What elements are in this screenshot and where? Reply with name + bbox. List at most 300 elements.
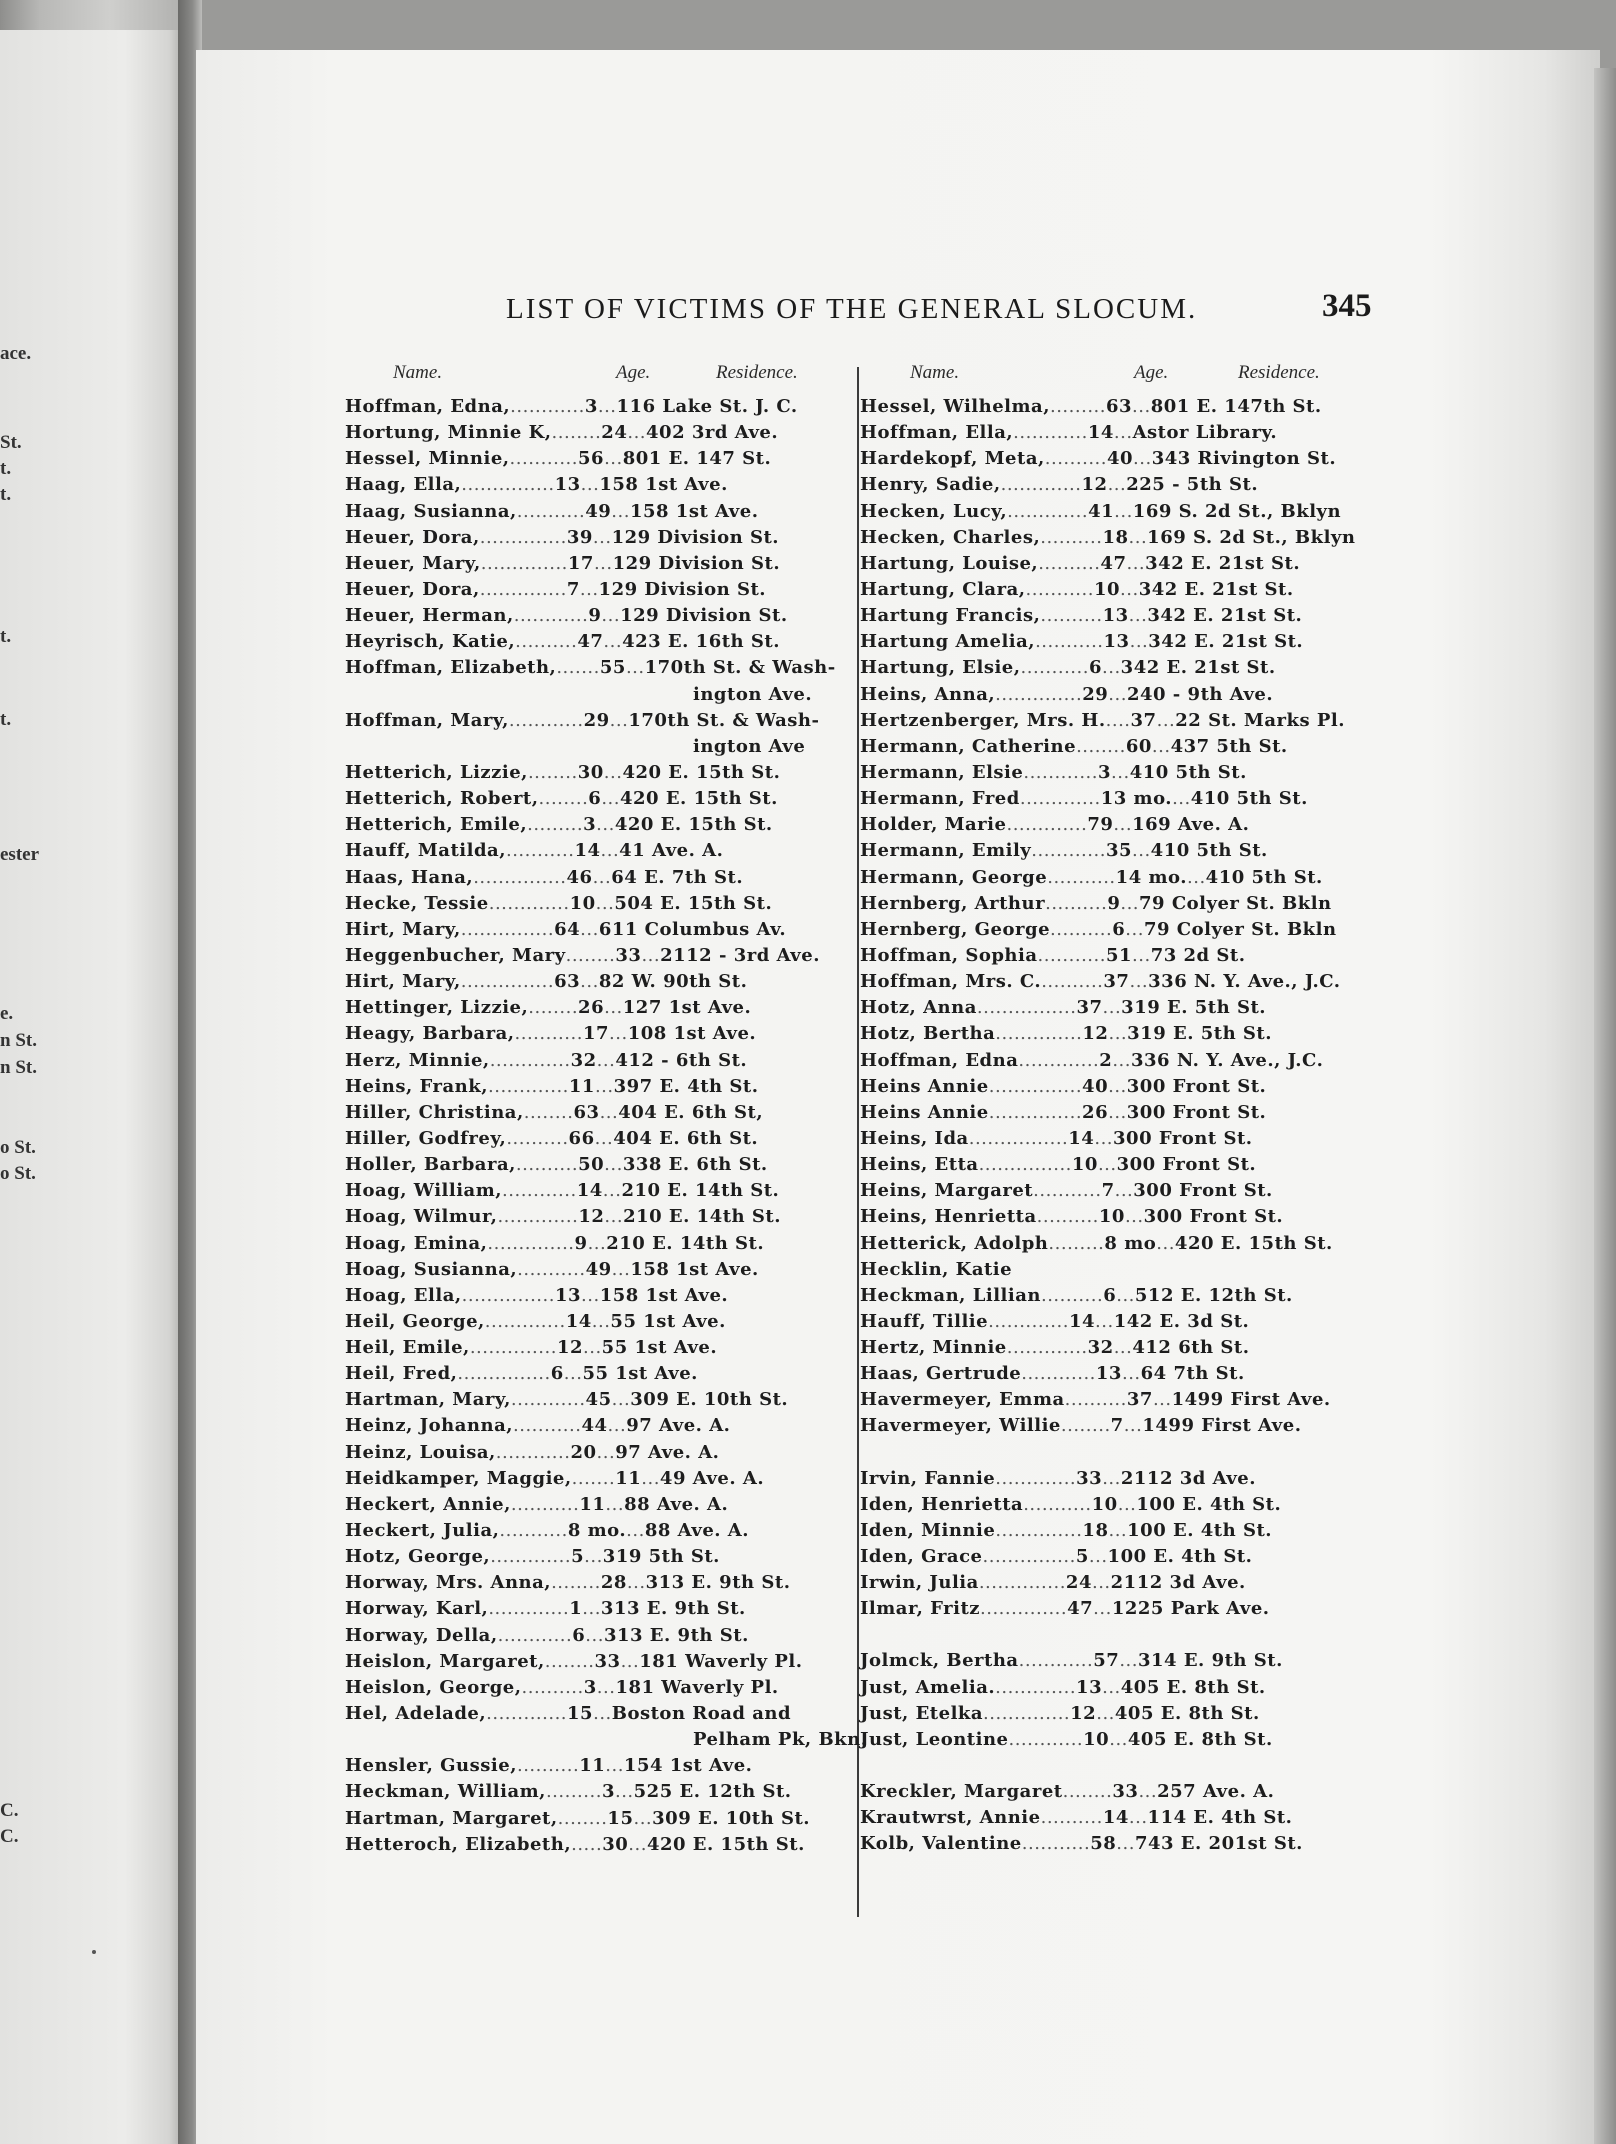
victim-name: Hermann, Emily	[860, 840, 1032, 862]
leader-dots: ...	[1125, 918, 1144, 940]
victim-name: Hermann, George	[860, 866, 1048, 888]
leader-dots: ...	[602, 1180, 622, 1202]
leader-dots: ...........	[513, 1415, 582, 1437]
leader-dots: ...	[584, 1546, 603, 1568]
victim-age: 33	[615, 944, 642, 966]
victim-name: Heil, Emile,	[345, 1337, 470, 1359]
victim-residence: 404 E. 6th St.	[613, 1127, 759, 1149]
right-victim-column	[860, 394, 1380, 1857]
victim-name: Hoffman, Sophia	[860, 944, 1038, 966]
victim-residence: 88 Ave. A.	[644, 1520, 750, 1542]
leader-dots: ...........	[1047, 866, 1116, 888]
victim-residence: 420 E. 15th St.	[622, 761, 781, 783]
victim-name: Hecken, Lucy,	[860, 500, 1008, 522]
victim-residence: 49 Ave. A.	[659, 1467, 765, 1489]
leader-dots: ........	[551, 1572, 601, 1594]
victim-residence: 309 E. 10th St.	[652, 1807, 811, 1829]
leader-dots: ...........	[1035, 631, 1104, 653]
victim-entry	[345, 1518, 865, 1544]
victim-residence: 801 E. 147 St.	[622, 448, 772, 470]
victim-name: Hartman, Mary,	[345, 1389, 511, 1411]
victim-age: 66	[568, 1127, 595, 1149]
leader-dots: ..............	[487, 1232, 575, 1254]
leader-dots: ...	[563, 1363, 583, 1385]
leader-dots: ...............	[978, 1154, 1072, 1176]
victim-age: 24	[601, 422, 628, 444]
victim-name: Hetterich, Lizzie,	[345, 761, 528, 783]
victim-residence: 504 E. 15th St.	[614, 892, 773, 914]
victim-entry	[345, 812, 865, 838]
leader-dots: ........	[544, 1650, 595, 1672]
victim-entry	[345, 1178, 865, 1204]
victim-residence: 225 - 5th St.	[1126, 474, 1259, 496]
victim-residence: 412 - 6th St.	[615, 1049, 748, 1071]
victim-residence: 257 Ave. A.	[1157, 1781, 1275, 1803]
victim-name: Irvin, Fannie	[860, 1467, 996, 1489]
victim-residence: 210 E. 14th St.	[606, 1232, 765, 1254]
leader-dots: ...	[1116, 1833, 1135, 1855]
victim-entry	[345, 1544, 865, 1570]
victim-age: 63	[554, 971, 581, 993]
leader-dots: .........	[1048, 1232, 1105, 1254]
leader-dots: ...........	[499, 1520, 568, 1542]
victim-entry	[860, 1100, 1380, 1126]
leader-dots: ...	[1097, 1154, 1117, 1176]
leader-dots: ...........	[517, 1258, 586, 1280]
leader-dots: ...	[1123, 1415, 1143, 1437]
leader-dots: .............	[995, 1676, 1077, 1698]
victim-entry	[860, 1831, 1380, 1857]
victim-residence: 410 5th St.	[1190, 788, 1308, 810]
leader-dots: ........	[527, 761, 578, 783]
victim-residence: 420 E. 15th St.	[646, 1833, 805, 1855]
leader-dots: .............	[1018, 1049, 1100, 1071]
leader-dots: ...	[607, 1415, 627, 1437]
victim-age: 3	[584, 396, 598, 417]
previous-page-fragment: n St.	[0, 1030, 37, 1051]
leader-dots: ............	[510, 1389, 586, 1411]
leader-dots: ...	[626, 1520, 645, 1542]
victim-residence: 1225 Park Ave.	[1111, 1598, 1270, 1620]
victim-name: Hessel, Wilhelma,	[860, 396, 1050, 417]
victim-name: Haag, Susianna,	[345, 500, 517, 522]
victim-entry	[860, 1648, 1380, 1674]
section-gap	[860, 1753, 1380, 1779]
victim-age: 12	[1081, 474, 1108, 496]
leader-dots: ........	[1060, 1415, 1111, 1437]
victim-name: Heinz, Louisa,	[345, 1441, 496, 1463]
victim-entry	[345, 655, 865, 681]
leader-dots: ...	[604, 448, 623, 470]
victim-residence: 300 Front St.	[1143, 1206, 1284, 1228]
residence-continuation: ington Ave	[693, 735, 806, 757]
page-number: 345	[1322, 288, 1372, 324]
victim-age: 14	[1087, 422, 1114, 444]
previous-page-fragment: o St.	[0, 1137, 36, 1158]
victim-entry	[345, 577, 865, 603]
leader-dots: ...	[604, 1154, 623, 1176]
page-title: LIST OF VICTIMS OF THE GENERAL SLOCUM.	[506, 293, 1198, 325]
victim-age: 45	[585, 1389, 612, 1411]
victim-entry	[860, 943, 1380, 969]
victim-name: Heislon, George,	[345, 1676, 522, 1698]
leader-dots: ...	[1111, 761, 1130, 783]
leader-dots: ........	[523, 1101, 574, 1123]
victim-name: Hertzenberger, Mrs. H.	[860, 709, 1106, 731]
victim-name: Hirt, Mary,	[345, 971, 461, 993]
leader-dots: ..........	[1036, 1206, 1099, 1228]
victim-name: Heins, Ida	[860, 1127, 969, 1149]
page-speck	[92, 1950, 96, 1954]
victim-age: 14	[1102, 1807, 1129, 1829]
leader-dots: ...	[1096, 1702, 1115, 1724]
victim-entry	[860, 708, 1380, 734]
leader-dots: ...........	[1037, 944, 1106, 966]
leader-dots: ...	[585, 1624, 604, 1646]
victim-entry	[345, 995, 865, 1021]
victim-name: Kreckler, Margaret	[860, 1781, 1063, 1803]
victim-entry	[860, 917, 1380, 943]
victim-name: Heagy, Barbara,	[345, 1023, 515, 1045]
victim-name: Heinz, Johanna,	[345, 1415, 514, 1437]
victim-residence: 405 E. 8th St.	[1127, 1728, 1273, 1750]
leader-dots: ...	[1124, 1206, 1144, 1228]
leader-dots: ...	[594, 1075, 614, 1097]
victim-entry	[860, 1805, 1380, 1831]
victim-name: Hel, Adelade,	[345, 1703, 487, 1725]
victim-name: Hartung Amelia,	[860, 631, 1036, 653]
victim-entry	[860, 1544, 1380, 1570]
leader-dots: ..........	[515, 1154, 579, 1176]
leader-dots: ...	[601, 605, 621, 627]
leader-dots: .............	[988, 1310, 1069, 1332]
leader-dots: ..............	[980, 1598, 1068, 1620]
victim-name: Hermann, Catherine	[860, 735, 1077, 757]
victim-entry	[345, 1204, 865, 1230]
victim-entry	[860, 1204, 1380, 1230]
victim-name: Hoag, Wilmur,	[345, 1206, 498, 1228]
leader-dots: .............	[1007, 500, 1089, 522]
leader-dots: ...............	[457, 1363, 551, 1385]
leader-dots: ...	[1108, 1023, 1128, 1045]
victim-age: 57	[1093, 1650, 1120, 1672]
leader-dots: ........	[1062, 1781, 1113, 1803]
leader-dots: .......	[571, 1467, 616, 1489]
victim-residence: 420 E. 15th St.	[620, 788, 778, 810]
victim-residence: 55 1st Ave.	[582, 1363, 698, 1385]
victim-entry	[345, 1361, 865, 1387]
leader-dots: .............	[497, 1206, 579, 1228]
victim-residence: 512 E. 12th St.	[1134, 1284, 1293, 1306]
victim-name: Hoag, Ella,	[345, 1284, 462, 1306]
victim-residence: 309 E. 10th St.	[630, 1389, 789, 1411]
victim-name: Hoag, William,	[345, 1180, 503, 1202]
victim-residence: 405 E. 8th St.	[1114, 1702, 1260, 1724]
victim-age: 26	[1082, 1101, 1109, 1123]
victim-age: 10	[1093, 578, 1121, 600]
victim-age: 17	[582, 1023, 610, 1045]
victim-age: 7	[566, 578, 580, 600]
victim-name: Hoffman, Mrs. C.	[860, 971, 1042, 993]
leader-dots: ..............	[479, 526, 567, 548]
victim-residence: 169 S. 2d St., Bklyn	[1132, 500, 1342, 522]
victim-age: 1	[569, 1598, 583, 1620]
leader-dots: ...	[595, 892, 615, 914]
left-victim-column	[345, 394, 868, 1858]
victim-name: Hotz, George,	[345, 1546, 491, 1568]
victim-entry	[860, 734, 1380, 760]
victim-residence: 342 E. 21st St.	[1147, 605, 1303, 627]
leader-dots: ...	[1094, 1127, 1114, 1149]
leader-dots: ..........	[1044, 448, 1107, 470]
leader-dots: ...	[611, 1389, 631, 1411]
victim-name: Irwin, Julia	[860, 1572, 979, 1594]
victim-entry	[345, 499, 865, 525]
previous-page-fragment: e.	[0, 1003, 14, 1024]
leader-dots: ...	[1132, 944, 1151, 966]
victim-entry	[860, 1126, 1380, 1152]
victim-name: Iden, Henrietta	[860, 1493, 1024, 1515]
victim-age: 32	[1087, 1337, 1114, 1359]
leader-dots: .............	[490, 1546, 572, 1568]
leader-dots: ...	[592, 866, 612, 888]
victim-age: 3	[583, 814, 597, 836]
victim-name: Hermann, Fred	[860, 788, 1020, 810]
leader-dots: ..........	[515, 631, 578, 653]
victim-name: Hoffman, Ella,	[860, 422, 1014, 444]
victim-age: 5	[571, 1546, 585, 1568]
victim-residence: 342 E. 21st St.	[1145, 552, 1301, 574]
victim-age: 6	[1112, 918, 1126, 940]
victim-entry	[345, 1753, 865, 1779]
victim-entry	[860, 1074, 1380, 1100]
leader-dots: ...	[596, 1441, 616, 1463]
residence-continuation: ington Ave.	[693, 683, 813, 705]
victim-name: Horway, Karl,	[345, 1598, 489, 1620]
leader-dots: ...	[1108, 683, 1127, 705]
section-gap	[860, 1440, 1380, 1466]
victim-age: 33	[1076, 1467, 1103, 1489]
victim-residence: 114 E. 4th St.	[1147, 1807, 1293, 1829]
leader-dots: .............	[1006, 814, 1088, 836]
victim-name: Hoffman, Mary,	[345, 709, 509, 731]
victim-entry	[860, 1309, 1380, 1335]
victim-name: Heggenbucher, Mary	[345, 944, 566, 966]
victim-entry	[345, 1387, 865, 1413]
victim-entry	[345, 865, 865, 891]
leader-dots: ...............	[988, 1075, 1083, 1097]
victim-name: Hoffman, Edna	[860, 1049, 1019, 1071]
victim-residence: 743 E. 201st St.	[1134, 1833, 1303, 1855]
victim-entry	[860, 1675, 1380, 1701]
victim-name: Heckert, Annie,	[345, 1493, 511, 1515]
victim-residence: 343 Rivington St.	[1151, 448, 1337, 470]
victim-age: 14	[1068, 1310, 1096, 1332]
victim-name: Hortung, Minnie K,	[345, 422, 552, 444]
victim-age: 49	[585, 500, 612, 522]
victim-name: Jolmck, Bertha	[860, 1650, 1019, 1672]
victim-age: 56	[578, 448, 605, 470]
leader-dots: ...........	[509, 448, 578, 470]
victim-age: 13 mo.	[1100, 788, 1173, 810]
victim-name: Havermeyer, Emma	[860, 1389, 1065, 1411]
previous-page-fragment: t.	[0, 709, 12, 730]
victim-residence: 116 Lake St. J. C.	[616, 396, 798, 417]
victim-residence: 420 E. 15th St.	[1174, 1232, 1333, 1254]
leader-dots: ...	[1116, 1284, 1135, 1306]
victim-residence: 158 1st Ave.	[629, 500, 759, 522]
victim-age: 63	[573, 1101, 600, 1123]
victim-residence: 423 E. 16th St.	[622, 631, 780, 653]
leader-dots: ...	[601, 788, 620, 810]
previous-page-fragment: ace.	[0, 343, 32, 364]
victim-entry	[345, 1649, 865, 1675]
victim-name: Heuer, Dora,	[345, 526, 480, 548]
leader-dots: .............	[1000, 474, 1082, 496]
victim-residence: 55 1st Ave.	[601, 1337, 718, 1359]
victim-name: Hermann, Elsie	[860, 761, 1024, 783]
leader-dots: ............	[497, 1624, 573, 1646]
victim-entry	[345, 943, 865, 969]
victim-entry	[345, 891, 865, 917]
victim-age: 37	[1130, 709, 1157, 731]
leader-dots: ...............	[461, 1284, 555, 1306]
victim-age: 9	[1107, 892, 1121, 914]
victim-residence: 158 1st Ave.	[630, 1258, 759, 1280]
victim-age: 47	[577, 631, 604, 653]
leader-dots: ...	[1114, 500, 1133, 522]
victim-residence: 1499 First Ave.	[1171, 1389, 1331, 1411]
victim-residence: 79 Colyer St. Bkln	[1139, 892, 1332, 914]
victim-name: Holler, Barbara,	[345, 1154, 516, 1176]
victim-residence: 300 Front St.	[1116, 1154, 1257, 1176]
leader-dots: ...........	[514, 1023, 583, 1045]
victim-residence: 97 Ave. A.	[615, 1441, 720, 1463]
victim-age: 8 mo	[1104, 1232, 1157, 1254]
victim-entry	[860, 1021, 1380, 1047]
victim-name: Hetterich, Robert,	[345, 788, 539, 810]
leader-dots: ...	[626, 1572, 646, 1594]
leader-dots: .............	[489, 1049, 571, 1071]
victim-residence: 611 Columbus Av.	[598, 918, 787, 940]
victim-entry	[860, 1387, 1380, 1413]
victim-entry	[860, 1570, 1380, 1596]
leader-dots: ...	[1132, 840, 1151, 862]
victim-entry	[860, 1779, 1380, 1805]
victim-entry	[860, 1361, 1380, 1387]
victim-entry	[860, 472, 1380, 498]
victim-residence: 129 Division St.	[620, 605, 788, 627]
victim-age: 13	[1095, 1363, 1122, 1385]
victim-residence: 100 E. 4th St.	[1107, 1546, 1253, 1568]
victim-entry	[345, 1021, 865, 1047]
previous-page-fragment: St.	[0, 432, 22, 453]
victim-age: 18	[1082, 1519, 1109, 1541]
victim-entry	[345, 472, 865, 498]
leader-dots: ...	[1187, 866, 1206, 888]
victim-residence: 2112 3d Ave.	[1110, 1572, 1246, 1594]
leader-dots: ...	[605, 1755, 624, 1777]
leader-dots: ...............	[982, 1546, 1076, 1568]
victim-age: 37	[1103, 971, 1130, 993]
victim-name: Hetterick, Adolph	[860, 1232, 1049, 1254]
leader-dots: ...	[1113, 814, 1133, 836]
leader-dots: ...	[1108, 1075, 1127, 1097]
victim-entry	[345, 969, 865, 995]
victim-name: Havermeyer, Willie	[860, 1415, 1061, 1437]
victim-entry	[860, 629, 1380, 655]
victim-residence: 420 E. 15th St.	[614, 814, 773, 836]
leader-dots: ...	[1128, 605, 1148, 627]
leader-dots: ...	[580, 474, 600, 496]
leader-dots: ...	[1109, 1728, 1128, 1750]
leader-dots: ................	[968, 1127, 1069, 1149]
leader-dots: ............	[1031, 840, 1106, 862]
victim-residence: 169 Ave. A.	[1132, 814, 1250, 836]
leader-dots: ...	[1102, 657, 1121, 679]
victim-residence: 525 E. 12th St.	[633, 1781, 792, 1803]
leader-dots: ...............	[461, 474, 555, 496]
leader-dots: ...	[1102, 1676, 1121, 1698]
victim-age: 32	[570, 1049, 597, 1071]
victim-name: Hensler, Gussie,	[345, 1755, 517, 1777]
leader-dots: ...............	[988, 1101, 1083, 1123]
victim-entry	[345, 917, 865, 943]
leader-dots: ...	[1151, 735, 1171, 757]
leader-dots: ...	[1120, 578, 1139, 600]
victim-entry	[345, 838, 865, 864]
victim-residence: 170th St. & Wash-	[644, 657, 836, 679]
leader-dots: ...	[1108, 1101, 1127, 1123]
leader-dots: ........	[565, 944, 616, 966]
victim-age: 12	[1070, 1702, 1097, 1724]
victim-entry	[860, 655, 1380, 681]
victim-entry	[345, 1675, 865, 1701]
leader-dots: ...	[603, 761, 623, 783]
victim-residence: 154 1st Ave.	[623, 1755, 753, 1777]
victim-entry	[860, 865, 1380, 891]
victim-residence: 55 1st Ave.	[610, 1310, 726, 1332]
victim-name: Herz, Minnie,	[345, 1049, 490, 1071]
victim-entry	[345, 394, 865, 420]
victim-name: Haas, Gertrude	[860, 1363, 1022, 1385]
leader-dots: ...	[593, 1703, 612, 1725]
victim-name: Hartung, Elsie,	[860, 657, 1021, 679]
leader-dots: ..........	[1040, 1284, 1104, 1306]
victim-residence: 169 S. 2d St., Bklyn	[1147, 526, 1356, 548]
victim-age: 11	[579, 1493, 606, 1515]
victim-age: 29	[583, 709, 610, 731]
victim-residence: 319 E. 5th St.	[1127, 1023, 1273, 1045]
leader-dots: ...	[580, 971, 599, 993]
victim-entry	[860, 525, 1380, 551]
victim-entry	[860, 682, 1380, 708]
victim-name: Hetteroch, Elizabeth,	[345, 1833, 572, 1855]
victim-name: Hartung Francis,	[860, 605, 1041, 627]
victim-age: 41	[1088, 500, 1115, 522]
victim-entry	[345, 1466, 865, 1492]
victim-name: Heins Annie	[860, 1075, 989, 1097]
victim-age: 79	[1087, 814, 1114, 836]
victim-entry	[345, 1231, 865, 1257]
victim-age: 50	[578, 1154, 605, 1176]
victim-age: 9	[574, 1232, 588, 1254]
leader-dots: ..............	[995, 683, 1083, 705]
victim-residence: 319 E. 5th St.	[1121, 997, 1267, 1019]
victim-name: Heuer, Dora,	[345, 578, 480, 600]
victim-residence: 397 E. 4th St.	[613, 1075, 759, 1097]
leader-dots: ....	[1105, 709, 1131, 731]
